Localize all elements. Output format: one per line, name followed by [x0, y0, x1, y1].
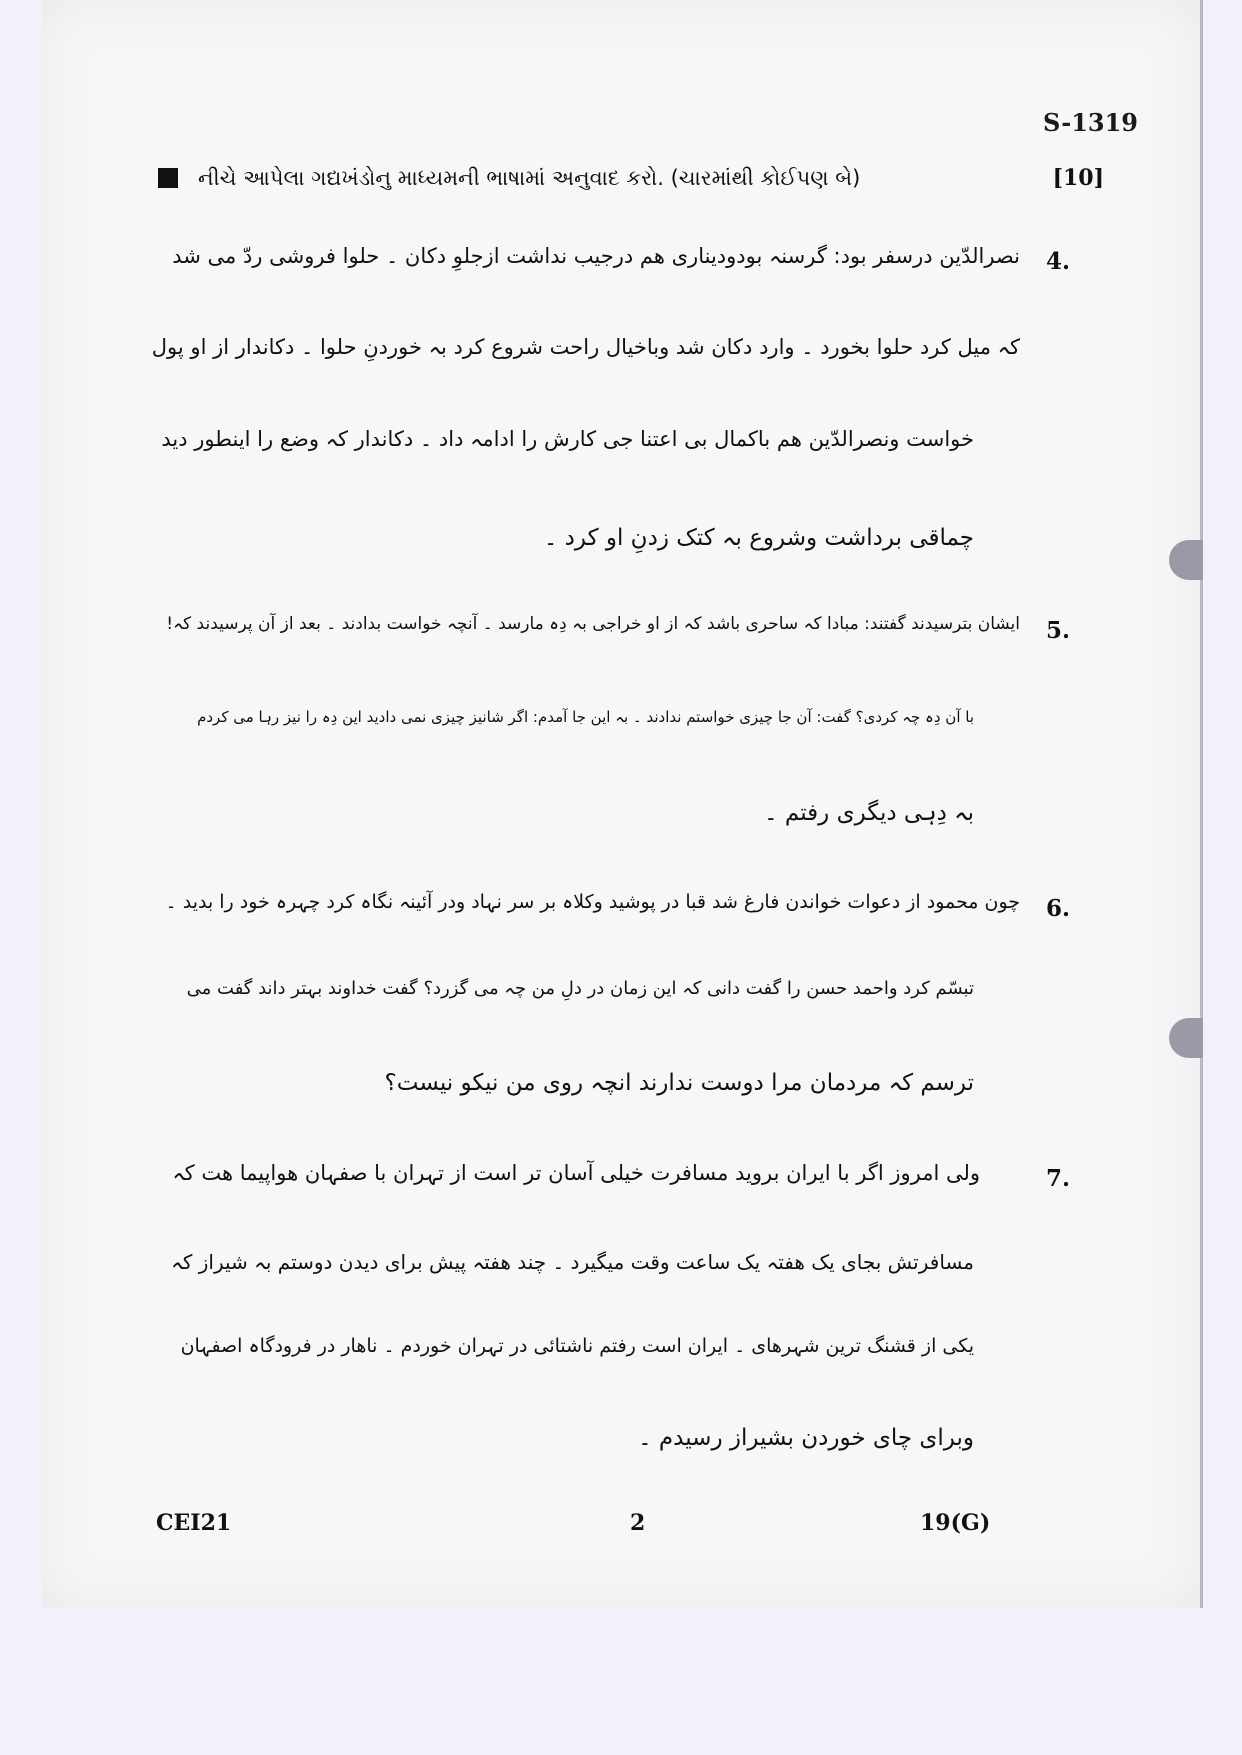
- urdu-line: بہ دِہی دیگری رفتم ۔: [764, 800, 974, 826]
- instruction-text: નીચે આપેલા ગદ્યખંડોનુ માધ્યમની ભાષામાં અનુવાદ કરો. (ચારમાંથી કોઈપણ બે): [198, 165, 861, 190]
- urdu-line: تبسّم کرد واحمد حسن را گفت دانی کہ این زمان در دلِ من چہ می گزرد؟ گفت خداوند بہتر داند گفت می: [186, 978, 974, 999]
- urdu-line: وبرای چای خوردن بشیراز رسیدم ۔: [638, 1425, 974, 1451]
- footer-code: CEI21: [156, 1510, 232, 1536]
- footer-ref: 19(G): [920, 1510, 991, 1536]
- punch-hole: [1169, 540, 1203, 580]
- question-number: 6.: [1046, 895, 1071, 922]
- urdu-line: با آن دِہ چہ کردی؟ گفت: آن جا چیزی خواستم ندادند ۔ بہ این جا آمدم: اگر شانیز چیزی نمی دادید این دِہ را نیز رہا می کردم: [197, 708, 974, 726]
- question-number: 5.: [1046, 617, 1071, 644]
- square-bullet-icon: [158, 168, 178, 188]
- question-number: 4.: [1046, 248, 1071, 275]
- urdu-line: چماقی برداشت وشروع بہ کتک زدنِ او کرد ۔: [543, 525, 974, 551]
- urdu-line: ایشان بترسیدند گفتند: مبادا کہ ساحری باشد کہ از او خراجی بہ دِہ مارسد ۔ آنچہ خواست بدادند ۔ بعد از آن پرسیدند کہ!: [166, 614, 1020, 634]
- exam-page: [42, 0, 1203, 1608]
- paper-code: S-1319: [1043, 108, 1138, 137]
- urdu-line: کہ میل کرد حلوا بخورد ۔ وارد دکان شد وباخیال راحت شروع کرد بہ خوردنِ حلوا ۔ دکاندار از او پول: [151, 335, 1020, 359]
- urdu-line: چون محمود از دعوات خواندن فارغ شد قبا در پوشید وکلاہ بر سر نہاد ودر آئینہ نگاہ کرد چہرہ خود را بدید ۔: [165, 891, 1020, 913]
- urdu-line: نصرالدّین درسفر بود: گرسنہ بودودیناری ھم درجیب نداشت ازجلوِ دکان ۔ حلوا فروشی ردّ می شد: [172, 244, 1020, 268]
- punch-hole: [1169, 1018, 1203, 1058]
- urdu-line: یکی از قشنگ ترین شہرھای ۔ ایران است رفتم ناشتائی در تہران خوردم ۔ ناھار در فرودگاہ اصفہان: [180, 1335, 974, 1357]
- question-number: 7.: [1046, 1165, 1071, 1192]
- urdu-line: ترسم کہ مردمان مرا دوست ندارند انچہ روی من نیکو نیست؟: [384, 1070, 974, 1096]
- urdu-line: مسافرتش بجای یک ھفتہ یک ساعت وقت میگیرد ۔ چند ھفتہ پیش برای دیدن دوستم بہ شیراز کہ: [171, 1250, 974, 1274]
- marks-label: [10]: [1052, 165, 1104, 191]
- instruction-row: [158, 160, 1104, 196]
- page-number: 2: [630, 1510, 646, 1536]
- urdu-line: خواست ونصرالدّین ھم باکمال بی اعتنا جی کارش را ادامہ داد ۔ دکاندار کہ وضع را اینطور دید: [161, 427, 974, 451]
- urdu-line: ولی امروز اگر با ایران بروید مسافرت خیلی آسان تر است از تہران با صفہان ھواپیما ھت کہ: [172, 1161, 980, 1185]
